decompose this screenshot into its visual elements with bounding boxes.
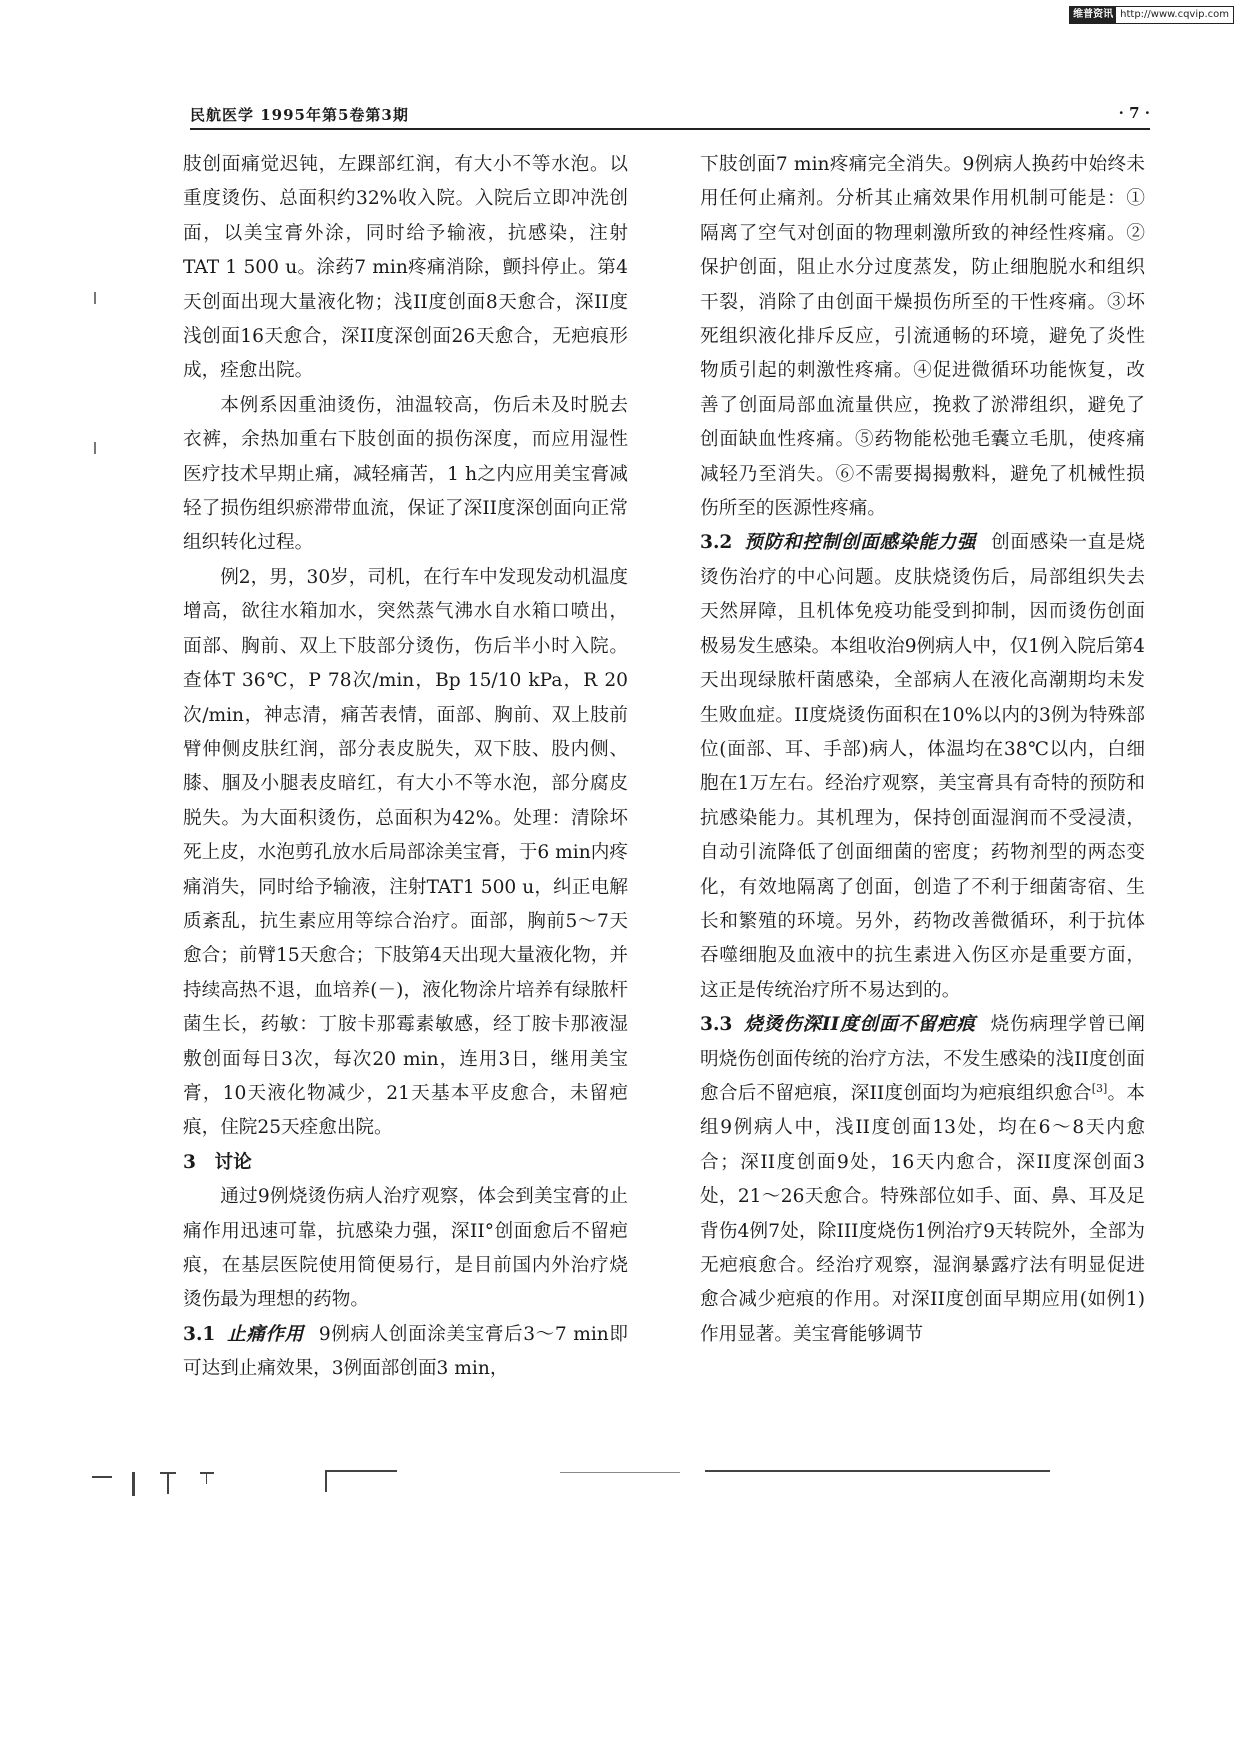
scan-artifact: [167, 1472, 169, 1494]
scan-artifact: [705, 1470, 1050, 1472]
scan-artifact: [325, 1470, 397, 1472]
page-number: · 7 ·: [1118, 104, 1150, 122]
watermark: [1069, 6, 1234, 24]
subsection-3-1-text: 9例病人创面涂美宝膏后3～7 min即可达到止痛效果，3例面部创面3 min，: [183, 1323, 628, 1380]
subsection-3-2-text: 创面感染一直是烧烫伤治疗的中心问题。皮肤烧烫伤后，局部组织失去天然屏障，且机体免疫功能受到抑制，因而烫伤创面极易发生感染。本组收治9例病人中，仅1例入院后第4天出现绿脓杆菌感染，全部病人在液化高潮期均未发生败血症。II度烧烫伤面积在10%以内的3例为特殊部位(面部、耳、手部)病人，体温均在38℃以内，白细胞在1万左右。经治疗观察，美宝膏具有奇特的预防和抗感染能力。其机理为，保持创面湿润而不受浸渍，自动引流降低了创面细菌的密度；药物剂型的两态变化，有效地隔离了创面，创造了不利于细菌寄宿、生长和繁殖的环境。另外，药物改善微循环，利于抗体吞噬细胞及血液中的抗生素进入伤区亦是重要方面，这正是传统治疗所不易达到的。: [700, 532, 1145, 1001]
citation-ref: [3]: [1091, 1081, 1108, 1095]
subsection-3-1-number: 3.1: [183, 1323, 216, 1345]
right-column: [700, 148, 1145, 1352]
subsection-3-3-number: 3.3: [700, 1014, 733, 1036]
subsection-3-2: [700, 526, 1145, 1008]
scan-artifact: [206, 1472, 207, 1484]
discussion-intro: 通过9例烧烫伤病人治疗观察，体会到美宝膏的止痛作用迅速可靠，抗感染力强，深II°创面愈后不留疤痕，在基层医院使用简便易行，是目前国内外治疗烧烫伤最为理想的药物。: [183, 1186, 628, 1311]
journal-title: 民航医学 1995年第5卷第3期: [190, 106, 409, 124]
margin-tick: [94, 292, 96, 304]
scan-artifact: [92, 1476, 112, 1478]
case2-paragraph: 例2，男，30岁，司机，在行车中发现发动机温度增高，欲往水箱加水，突然蒸气沸水自水箱口喷出，面部、胸前、双上下肢部分烫伤，伤后半小时入院。查体T 36℃，P 78次/min，Bp 15/10 kPa，R 20次/min，神志清，痛苦表情，面部、胸前、双上肢前臂伸侧皮肤红润，部分表皮脱失，双下肢、股内侧、膝、腘及小腿表皮暗红，有大小不等水泡，部分腐皮脱失。为大面积烫伤，总面积为42%。处理：清除坏死上皮，水泡剪孔放水后局部涂美宝膏，于6 min内疼痛消失，同时给予输液，注射TAT1 500 u，纠正电解质紊乱，抗生素应用等综合治疗。面部，胸前5～7天愈合；前臂15天愈合；下肢第4天出现大量液化物，并持续高热不退，血培养(－)，液化物涂片培养有绿脓杆菌生长，药敏：丁胺卡那霉素敏感，经丁胺卡那液湿敷创面每日3次，每次20 min，连用3日，继用美宝膏，10天液化物减少，21天基本平皮愈合，未留疤痕，住院25天痊愈出院。: [183, 566, 628, 1139]
scan-artifact: [200, 1472, 214, 1474]
section-3-heading: [183, 1146, 628, 1180]
running-head: [190, 104, 1150, 130]
left-column: [183, 148, 628, 1387]
scan-artifact: [560, 1472, 680, 1473]
subsection-3-3-text-continued: 。本组9例病人中，浅II度创面13处，均在6～8天内愈合；深II度创面9处，16天内愈合，深II度深创面3处，21～26天愈合。特殊部位如手、面、鼻、耳及足背伤4例7处，除III度烧伤1例治疗9天转院外，全部为无疤痕愈合。经治疗观察，湿润暴露疗法有明显促进愈合减少疤痕的作用。对深II度创面早期应用(如例1)作用显著。美宝膏能够调节: [700, 1082, 1145, 1345]
section-3-number: 3: [183, 1151, 196, 1173]
subsection-3-2-number: 3.2: [700, 532, 733, 554]
watermark-url: http://www.cqvip.com: [1120, 9, 1229, 20]
margin-tick: [94, 442, 96, 454]
subsection-3-3-heading: 烧烫伤深II度创面不留疤痕: [743, 1014, 976, 1036]
section-3-title: 讨论: [214, 1151, 252, 1173]
watermark-brand: 维普资讯: [1070, 7, 1116, 23]
subsection-3-2-heading: 预防和控制创面感染能力强: [743, 532, 977, 554]
subsection-3-3-text: 烧伤病理学曾已阐明烧伤创面传统的治疗方法，不发生感染的浅II度创面愈合后不留疤痕，深II度创面均为疤痕组织愈合: [700, 1014, 1145, 1104]
subsection-3-1-heading: 止痛作用: [226, 1323, 304, 1345]
subsection-3-3: [700, 1008, 1145, 1352]
subsection-3-1: [183, 1318, 628, 1387]
scan-artifact: [325, 1470, 327, 1492]
analgesic-mechanism: 下肢创面7 min疼痛完全消失。9例病人换药中始终未用任何止痛剂。分析其止痛效果作用机制可能是：①隔离了空气对创面的物理刺激所致的神经性疼痛。②保护创面，阻止水分过度蒸发，防止细胞脱水和组织干裂，消除了由创面干燥损伤所至的干性疼痛。③坏死组织液化排斥反应，引流通畅的环境，避免了炎性物质引起的刺激性疼痛。④促进微循环功能恢复，改善了创面局部血流量供应，挽救了淤滞组织，避免了创面缺血性疼痛。⑤药物能松弛毛囊立毛肌，使疼痛减轻乃至消失。⑥不需要揭揭敷料，避免了机械性损伤所至的医源性疼痛。: [700, 154, 1145, 520]
case1-continuation: 肢创面痛觉迟钝，左踝部红润，有大小不等水泡。以重度烫伤、总面积约32%收入院。入院后立即冲洗创面，以美宝膏外涂，同时给予输液，抗感染，注射TAT 1 500 u。涂药7 min疼痛消除，颤抖停止。第4天创面出现大量液化物；浅II度创面8天愈合，深II度浅创面16天愈合，深II度深创面26天愈合，无疤痕形成，痊愈出院。: [183, 154, 628, 382]
case1-commentary: 本例系因重油烫伤，油温较高，伤后未及时脱去衣裤，余热加重右下肢创面的损伤深度，而应用湿性医疗技术早期止痛，减轻痛苦，1 h之内应用美宝膏减轻了损伤组织瘀滞带血流，保证了深II度深创面向正常组织转化过程。: [183, 394, 628, 554]
scan-artifact: [132, 1472, 135, 1496]
